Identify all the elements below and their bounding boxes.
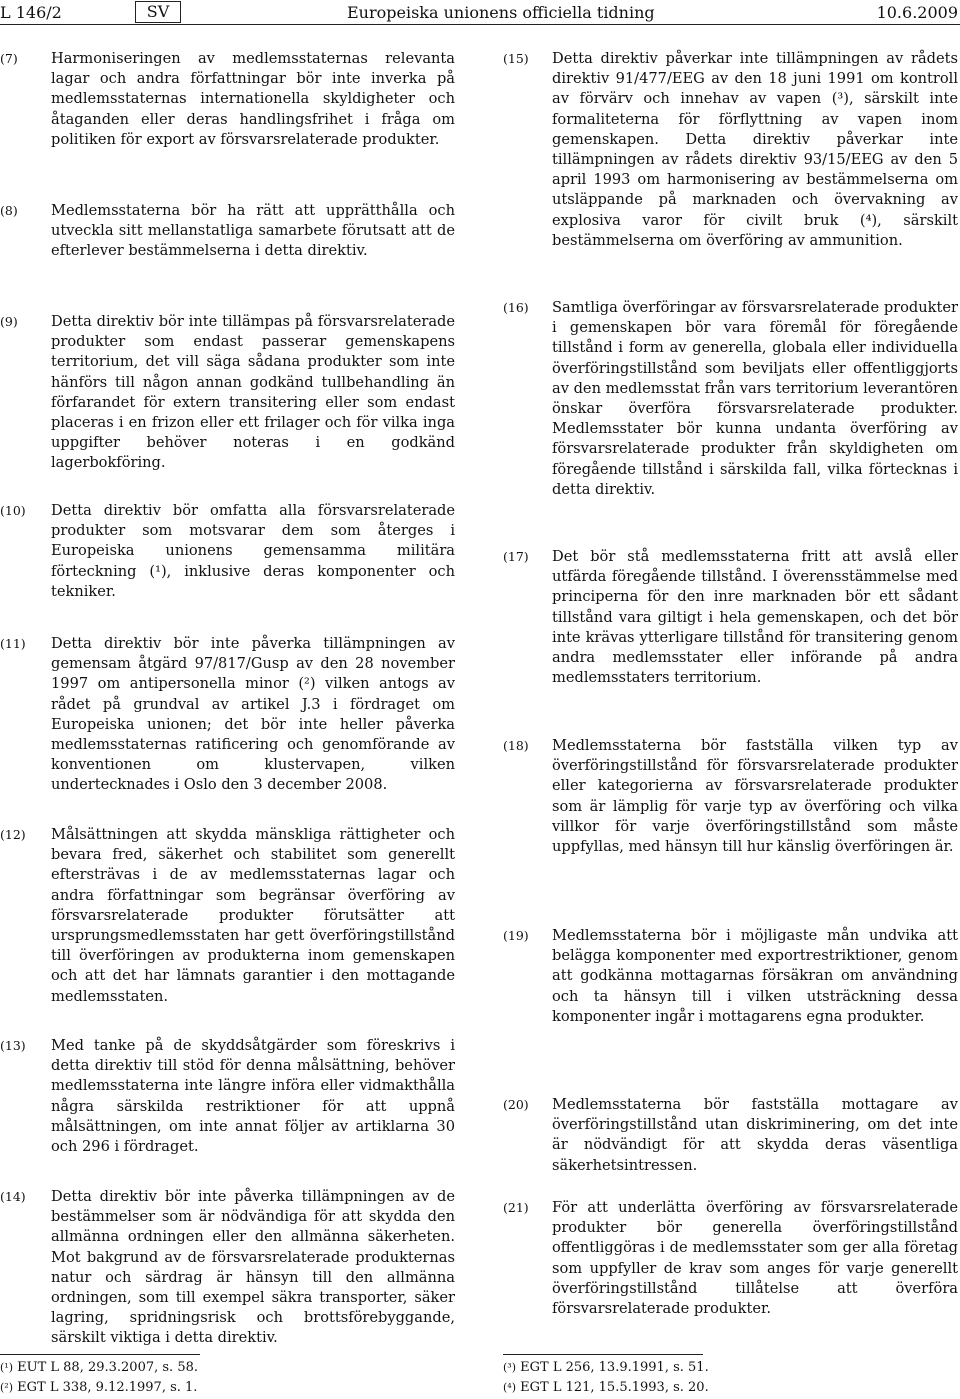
recital-text: Målsättningen att skydda mänskliga rättigheter och bevara fred, säkerhet och stabilitet som generellt eftersträvas i de av medlemsstaternas lagar och andra författningar som begränsar överföring av försvarsrelaterade produkter förutsätter att ursprungsmedlemsstaten har gett överföringstillstånd till överföringen av produkterna inom gemenskapen och att det har lämnats garantier i den mottagande medlemsstaten. [51, 826, 455, 1005]
recital-number: (11) [0, 636, 26, 651]
page-header [0, 0, 960, 26]
recital-number: (21) [503, 1200, 529, 1215]
recital-text: Detta direktiv påverkar inte tillämpningen av rådets direktiv 91/477/EEG av den 18 juni 1991 om kontroll av förvärv och innehav av vapen (³), särskilt inte formaliteterna för förflyttning av vapen inom gemenskapen. Detta direktiv påverkar inte tillämpningen av rådets direktiv 93/15/EEG av den 5 april 1993 om harmonisering av bestämmelserna om utsläppande på marknaden och övervakning av explosiva varor för civilt bruk (⁴), särskilt bestämmelserna om överföring av ammunition. [552, 50, 958, 249]
recital-number: (19) [503, 928, 529, 943]
recital-text: Medlemsstaterna bör ha rätt att upprätthålla och utveckla sitt mellanstatliga samarbete förutsatt att de efterlever bestämmelserna i detta direktiv. [51, 202, 455, 260]
recital-number: (13) [0, 1038, 26, 1053]
recital-text: Medlemsstaterna bör fastställa vilken typ av överföringstillstånd för försvarsrelaterade produkter eller kategorierna av försvarsrelaterade produkter som är lämplig för varje typ av överföring och vilka villkor för varje överföringstillstånd som måste uppfyllas, med hänsyn till hur känslig överföringen är. [552, 737, 958, 856]
recital-text: Detta direktiv bör inte påverka tillämpningen av gemensam åtgärd 97/817/Gusp av den 28 november 1997 om antipersonella minor (²) vilken antogs av rådet på grundval av artikel J.3 i fördraget om Europeiska unionen; det bör inte heller påverka medlemsstaternas ratificering och genomförande av konventionen om klustervapen, vilken undertecknades i Oslo den 3 december 2008. [51, 635, 455, 794]
recital-text: Detta direktiv bör inte tillämpas på försvarsrelaterade produkter som endast passerar gemenskapens territorium, det vill säga sådana produkter som inte hänförs till någon annan godkänd tullbehandling än förfarandet för extern transitering eller som endast placeras i en frizon eller ett frilager och för vilka inga uppgifter behöver noteras i en godkänd lagerbokföring. [51, 313, 455, 472]
footnote-number: (²) [0, 1381, 13, 1394]
footnote-number: (¹) [0, 1361, 13, 1374]
recital-text: Detta direktiv bör omfatta alla försvarsrelaterade produkter som motsvarar dem som återges i Europeiska unionens gemensamma militära förteckning (¹), inklusive deras komponenter och tekniker. [51, 502, 455, 600]
recital-number: (7) [0, 51, 18, 66]
recital-number: (16) [503, 300, 529, 315]
footnote-number: (⁴) [503, 1381, 516, 1394]
language-code-box: SV [135, 1, 181, 23]
recital-text: Medlemsstaterna bör fastställa mottagare av överföringstillstånd utan diskriminering, om det inte är nödvändigt för att skydda deras väsentliga säkerhetsintressen. [552, 1096, 958, 1174]
recital-text: Medlemsstaterna bör i möjligaste mån undvika att belägga komponenter med exportrestriktioner, genom att godkänna mottagarnas försäkran om användning och ta hänsyn till i vilken utsträckning dessa komponenter ingår i mottagarens egna produkter. [552, 927, 958, 1025]
footnote-text: EGT L 121, 15.5.1993, s. 20. [520, 1380, 709, 1395]
footnote-rule-right [503, 1354, 703, 1355]
recital-text: Samtliga överföringar av försvarsrelaterade produkter i gemenskapen bör vara föremål för föregående tillstånd i form av generella, globala eller individuella överföringstillstånd som beviljats eller offentliggjorts av den medlemsstat från vars territorium leverantören önskar överföra försvarsrelaterade produkter. Medlemsstater bör kunna undanta överföring av försvarsrelaterade produkter från skyldigheten om föregående tillstånd i särskilda fall, vilka förtecknas i detta direktiv. [552, 299, 958, 498]
recital-number: (18) [503, 738, 529, 753]
footnote-text: EGT L 256, 13.9.1991, s. 51. [520, 1360, 709, 1375]
recital-text: Med tanke på de skyddsåtgärder som föreskrivs i detta direktiv till stöd för denna målsättning, behöver medlemsstaterna inte längre införa eller vidmakthålla några särskilda restriktioner för att uppnå målsättningen, om inte annat följer av artiklarna 30 och 296 i fördraget. [51, 1037, 455, 1156]
footnote-rule-left [0, 1354, 200, 1355]
recital-text: Harmoniseringen av medlemsstaternas relevanta lagar och andra författningar bör inte inverka på medlemsstaternas internationella skyldigheter och åtaganden eller deras handlingsfrihet i fråga om politiken för export av försvarsrelaterade produkter. [51, 50, 455, 148]
recital-number: (15) [503, 51, 529, 66]
recital-number: (20) [503, 1097, 529, 1112]
header-rule [0, 24, 960, 25]
recital-number: (14) [0, 1189, 26, 1204]
publication-date: 10.6.2009 [876, 3, 958, 22]
footnote-2 [0, 1380, 197, 1396]
recital-number: (17) [503, 549, 529, 564]
footnote-1 [0, 1360, 198, 1376]
footnote-3 [503, 1360, 709, 1376]
footnote-4 [503, 1380, 709, 1396]
footnote-number: (³) [503, 1361, 516, 1374]
recital-number: (9) [0, 314, 18, 329]
recital-number: (10) [0, 503, 26, 518]
recital-text: Det bör stå medlemsstaterna fritt att avslå eller utfärda föregående tillstånd. I överensstämmelse med principerna för den inre marknaden bör ett sådant tillstånd vara giltigt i hela gemenskapen, och det bör inte krävas ytterligare tillstånd för transitering genom andra medlemsstater eller införande på andra medlemsstaters territorium. [552, 548, 958, 687]
footnote-text: EUT L 88, 29.3.2007, s. 58. [17, 1360, 198, 1375]
recital-number: (12) [0, 827, 26, 842]
footnote-text: EGT L 338, 9.12.1997, s. 1. [17, 1380, 198, 1395]
recital-text: Detta direktiv bör inte påverka tillämpningen av de bestämmelser som är nödvändiga för att skydda den allmänna ordningen eller den allmänna säkerheten. Mot bakgrund av de försvarsrelaterade produkternas natur och särdrag är hänsyn till den allmänna ordningen, som till exempel säkra transporter, säker lagring, spridningsrisk och brottsförebyggande, särskilt viktiga i detta direktiv. [51, 1188, 455, 1347]
journal-title: Europeiska unionens officiella tidning [347, 3, 655, 22]
page-number: L 146/2 [0, 3, 62, 22]
recital-number: (8) [0, 203, 18, 218]
recital-text: För att underlätta överföring av försvarsrelaterade produkter bör generella överföringstillstånd offentliggöras i de medlemsstater som ger alla företag som uppfyller de krav som anges för varje generellt överföringstillstånd tillåtelse att överföra försvarsrelaterade produkter. [552, 1199, 958, 1318]
